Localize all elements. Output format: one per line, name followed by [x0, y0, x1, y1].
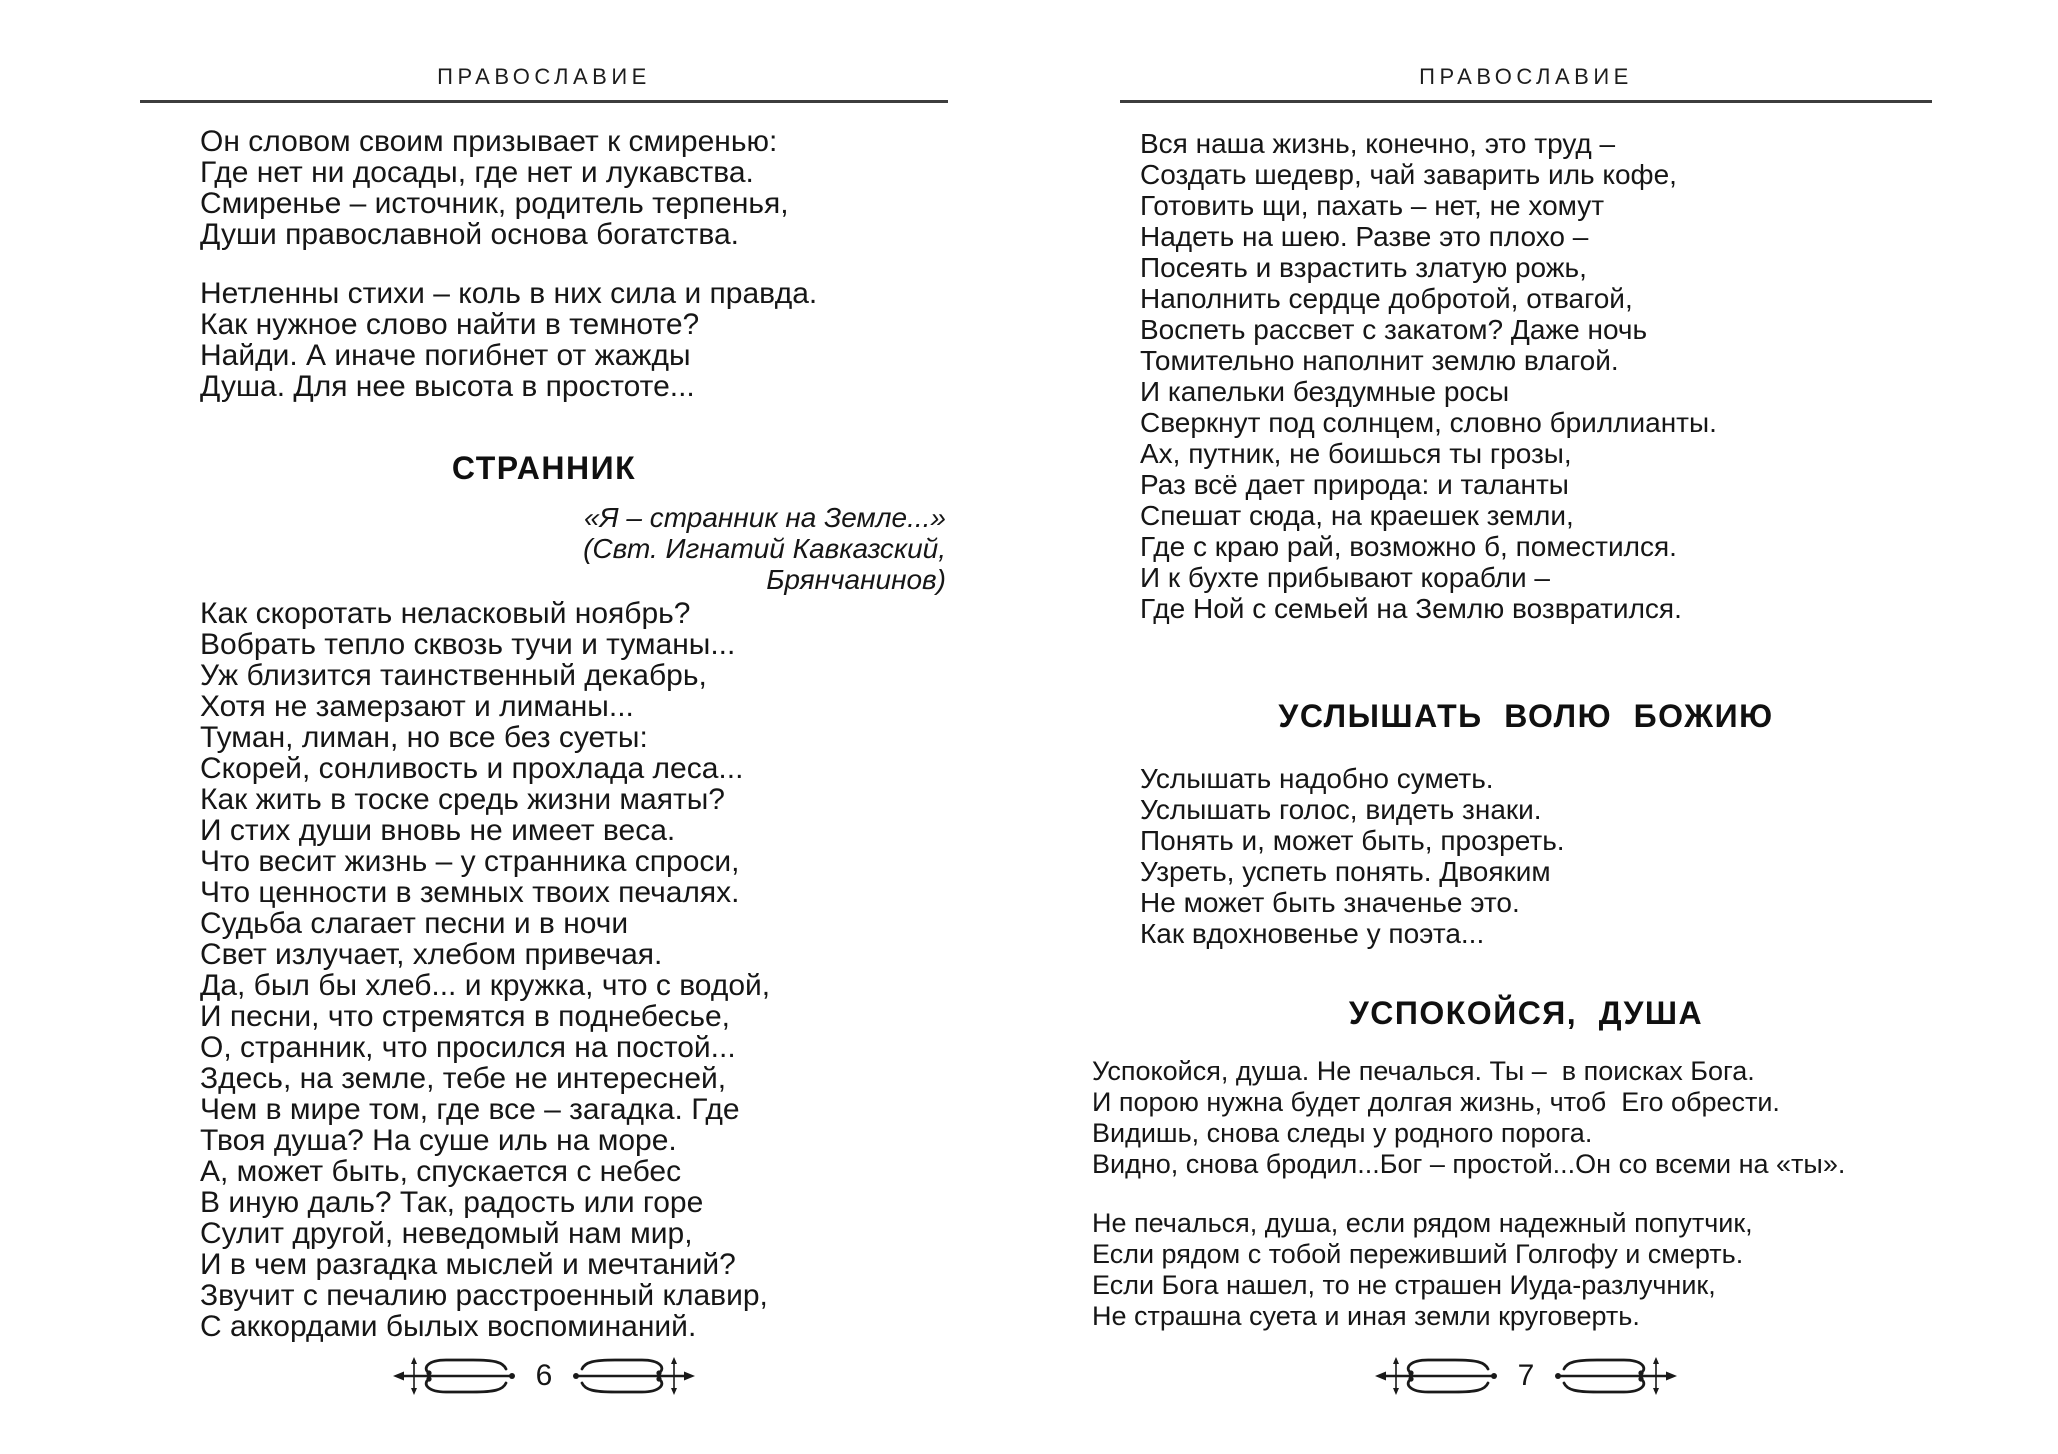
text-line: Создать шедевр, чай заварить иль кофе,: [1140, 159, 1677, 190]
text-line: Ах, путник, не боишься ты грозы,: [1140, 438, 1572, 469]
poem-uspokoysya-stanza-1: [1092, 1056, 1942, 1180]
text-line: Что весит жизнь – у странника спроси,: [200, 845, 740, 878]
text-line: Нетленны стихи – коль в них сила и правда.: [200, 277, 818, 310]
stanza-1: [200, 126, 948, 250]
text-line: Не может быть значенье это.: [1140, 887, 1520, 918]
text-line: Томительно наполнит землю влагой.: [1140, 345, 1619, 376]
text-line: Готовить щи, пахать – нет, не хомут: [1140, 190, 1605, 221]
poem-title-uspokoysya: УСПОКОЙСЯ, ДУША: [1348, 995, 1704, 1031]
text-line: Чем в мире том, где все – загадка. Где: [200, 1093, 740, 1126]
text-line: Сулит другой, неведомый нам мир,: [200, 1217, 693, 1250]
footer-flourish-icon: [1375, 1354, 1500, 1398]
text-line: Надеть на шею. Разве это плохо –: [1140, 221, 1589, 252]
text-line: Понять и, может быть, прозреть.: [1140, 825, 1565, 856]
page-footer-right: [1120, 1352, 1932, 1400]
text-line: Как жить в тоске средь жизни маяты?: [200, 783, 725, 816]
footer-flourish-icon: [393, 1354, 518, 1398]
text-line: Раз всё дает природа: и таланты: [1140, 469, 1569, 500]
text-line: Воспеть рассвет с закатом? Даже ночь: [1140, 314, 1648, 345]
text-line: Видишь, снова следы у родного порога.: [1092, 1118, 1593, 1148]
page-footer-left: [140, 1352, 948, 1400]
page-number-right: 7: [1517, 1359, 1535, 1392]
text-line: И капельки бездумные росы: [1140, 376, 1510, 407]
text-line: Как нужное слово найти в темноте?: [200, 308, 700, 341]
text-line: Где нет ни досады, где нет и лукавства.: [200, 156, 754, 189]
poem-uspokoysya-stanza-2: [1092, 1208, 1942, 1332]
text-line: Успокойся, душа. Не печалься. Ты – в поисках Бога.: [1092, 1056, 1755, 1086]
text-line: «Я – странник на Земле...»: [583, 502, 946, 533]
text-line: О, странник, что просился на постой...: [200, 1031, 736, 1064]
text-line: (Свт. Игнатий Кавказский,: [583, 533, 946, 564]
text-line: Что ценности в земных твоих печалях.: [200, 876, 740, 909]
text-line: Брянчанинов): [766, 564, 946, 595]
text-line: И к бухте прибывают корабли –: [1140, 562, 1550, 593]
header-rule-left: [140, 100, 948, 103]
text-line: Не печалься, душа, если рядом надежный попутчик,: [1092, 1208, 1753, 1238]
text-line: Услышать надобно суметь.: [1140, 763, 1494, 794]
text-line: Узреть, успеть понять. Двояким: [1140, 856, 1551, 887]
poem-body-trud: [1140, 128, 1932, 624]
text-line: И порою нужна будет долгая жизнь, чтоб Его обрести.: [1092, 1087, 1780, 1117]
page-number-left: 6: [535, 1359, 553, 1392]
running-head-right: ПРАВОСЛАВИЕ: [1419, 64, 1633, 89]
text-line: Туман, лиман, но все без суеты:: [200, 721, 648, 754]
text-line: Здесь, на земле, тебе не интересней,: [200, 1062, 727, 1095]
text-line: Где с краю рай, возможно б, поместился.: [1140, 531, 1677, 562]
poem-title-uslyshat: УСЛЫШАТЬ ВОЛЮ БОЖИЮ: [1278, 698, 1774, 734]
text-line: Как скоротать неласковый ноябрь?: [200, 597, 691, 630]
text-line: В иную даль? Так, радость или горе: [200, 1186, 704, 1219]
text-line: Он словом своим призывает к смиренью:: [200, 125, 778, 158]
running-head-left: ПРАВОСЛАВИЕ: [437, 64, 651, 89]
text-line: Видно, снова бродил...Бог – простой...Он со всеми на «ты».: [1092, 1149, 1846, 1179]
text-line: Уж близится таинственный декабрь,: [200, 659, 707, 692]
text-line: Сверкнут под солнцем, словно бриллианты.: [1140, 407, 1717, 438]
poem-epigraph: [583, 502, 946, 595]
header-rule-right: [1120, 100, 1932, 103]
stanza-2: [200, 278, 948, 402]
text-line: Да, был бы хлеб... и кружка, что с водой,: [200, 969, 771, 1002]
text-line: Услышать голос, видеть знаки.: [1140, 794, 1542, 825]
footer-flourish-icon: [570, 1354, 695, 1398]
text-line: Не страшна суета и иная земли круговерть.: [1092, 1301, 1640, 1331]
text-line: Душа. Для нее высота в простоте...: [200, 370, 695, 403]
text-line: Посеять и взрастить златую рожь,: [1140, 252, 1587, 283]
text-line: Вобрать тепло сквозь тучи и туманы...: [200, 628, 736, 661]
footer-flourish-icon: [1552, 1354, 1677, 1398]
text-line: И в чем разгадка мыслей и мечтаний?: [200, 1248, 736, 1281]
text-line: Хотя не замерзают и лиманы...: [200, 690, 634, 723]
text-line: Спешат сюда, на краешек земли,: [1140, 500, 1574, 531]
text-line: И стих души вновь не имеет веса.: [200, 814, 676, 847]
page-left: [140, 0, 948, 1454]
poem-title-strannik: СТРАННИК: [451, 450, 637, 486]
text-line: Души православной основа богатства.: [200, 218, 740, 251]
text-line: А, может быть, спускается с небес: [200, 1155, 682, 1188]
text-line: И песни, что стремятся в поднебесье,: [200, 1000, 730, 1033]
text-line: Если Бога нашел, то не страшен Иуда-разлучник,: [1092, 1270, 1716, 1300]
poem-body-uslyshat: [1140, 763, 1932, 949]
text-line: С аккордами былых воспоминаний.: [200, 1310, 697, 1343]
text-line: Если рядом с тобой переживший Голгофу и смерть.: [1092, 1239, 1744, 1269]
text-line: Наполнить сердце добротой, отвагой,: [1140, 283, 1633, 314]
text-line: Скорей, сонливость и прохлада леса...: [200, 752, 744, 785]
poem-body-strannik: [200, 598, 948, 1342]
page-right: [1092, 0, 1932, 1454]
text-line: Судьба слагает песни и в ночи: [200, 907, 629, 940]
text-line: Где Ной с семьей на Землю возвратился.: [1140, 593, 1682, 624]
text-line: Звучит с печалию расстроенный клавир,: [200, 1279, 768, 1312]
text-line: Смиренье – источник, родитель терпенья,: [200, 187, 789, 220]
text-line: Твоя душа? На суше иль на море.: [200, 1124, 677, 1157]
text-line: Свет излучает, хлебом привечая.: [200, 938, 663, 971]
text-line: Найди. А иначе погибнет от жажды: [200, 339, 691, 372]
text-line: Как вдохновенье у поэта...: [1140, 918, 1485, 949]
text-line: Вся наша жизнь, конечно, это труд –: [1140, 128, 1616, 159]
